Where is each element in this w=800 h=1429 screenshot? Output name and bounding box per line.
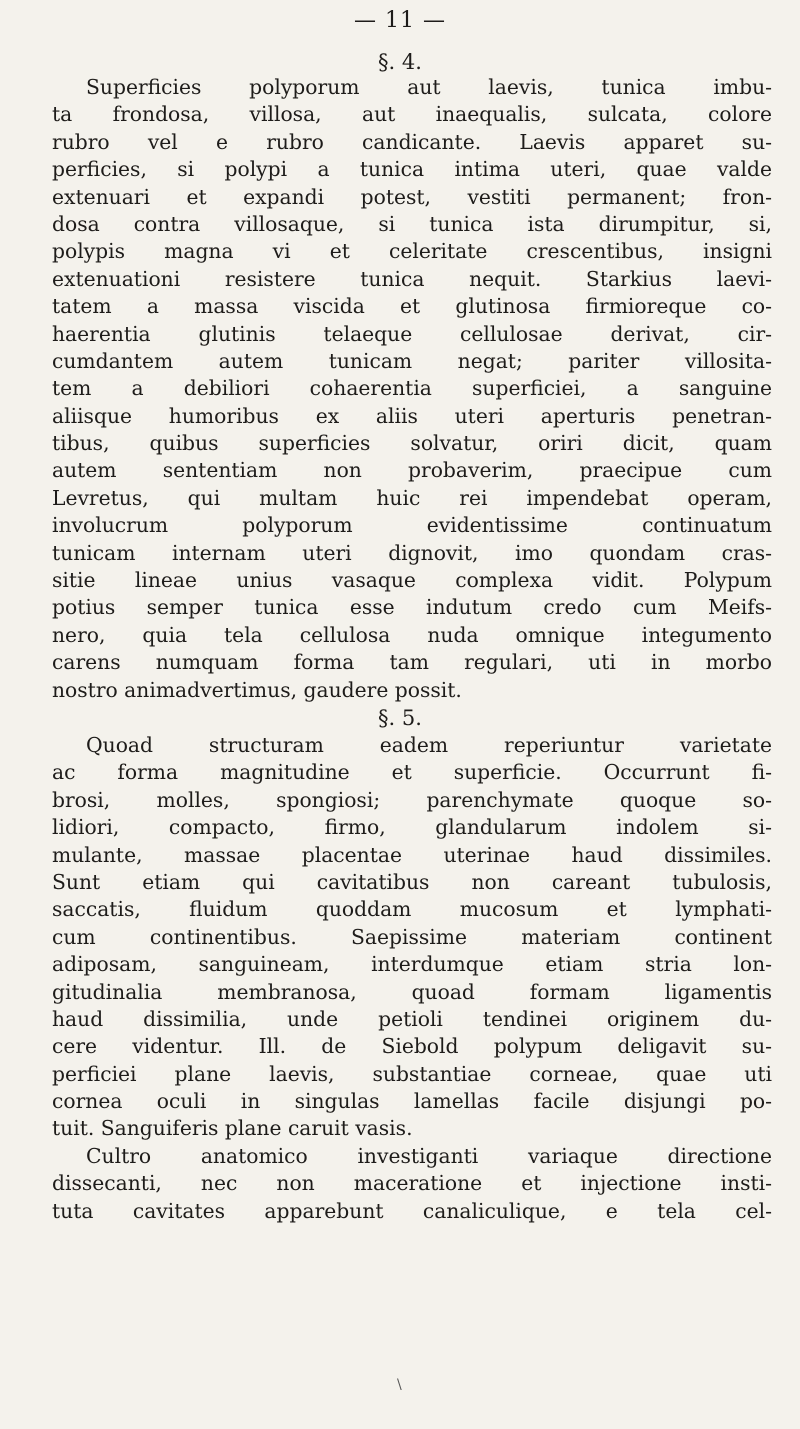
text-line: cere videntur. Ill. de Siebold polypum deligavit su-: [52, 1034, 772, 1059]
text-line: extenuari et expandi potest, vestiti permanent; fron-: [52, 184, 772, 209]
text-line: lidiori, compacto, firmo, glandularum indolem si-: [52, 815, 772, 840]
text-line: ac forma magnitudine et superficie. Occurrunt fi-: [52, 760, 772, 785]
paragraph-section-5: [52, 732, 772, 1225]
text-line: aliisque humoribus ex aliis uteri aperturis penetran-: [52, 403, 772, 428]
text-line: autem sententiam non probaverim, praecipue cum: [52, 458, 772, 483]
page-number: — 11 —: [354, 8, 446, 33]
text-line: cornea oculi in singulas lamellas facile disjungi po-: [52, 1089, 772, 1114]
text-line: polypis magna vi et celeritate crescentibus, insigni: [52, 239, 772, 264]
paragraph-section-4: [52, 74, 772, 704]
text-line: extenuationi resistere tunica nequit. Starkius laevi-: [52, 266, 772, 291]
text-line: perficiei plane laevis, substantiae corneae, quae uti: [52, 1061, 772, 1086]
text-line: cumdantem autem tunicam negat; pariter villosita-: [52, 348, 772, 373]
section-heading-5: §. 5.: [378, 706, 422, 730]
text-line: tibus, quibus superficies solvatur, oriri dicit, quam: [52, 431, 772, 456]
text-line: Levretus, qui multam huic rei impendebat operam,: [52, 485, 772, 510]
text-line: Superficies polyporum aut laevis, tunica imbu-: [86, 75, 772, 99]
text-line: tunicam internam uteri dignovit, imo quondam cras-: [52, 540, 772, 565]
text-line: cum continentibus. Saepissime materiam continent: [52, 924, 772, 949]
text-line: dosa contra villosaque, si tunica ista dirumpitur, si,: [52, 211, 772, 236]
text-line: nero, quia tela cellulosa nuda omnique integumento: [52, 622, 772, 647]
text-line: dissecanti, nec non maceratione et injectione insti-: [52, 1171, 772, 1196]
text-line: Sunt etiam qui cavitatibus non careant tubulosis,: [52, 869, 772, 894]
text-line: haud dissimilia, unde petioli tendinei originem du-: [52, 1006, 772, 1031]
text-line: brosi, molles, spongiosi; parenchymate quoque so-: [52, 787, 772, 812]
text-line: ta frondosa, villosa, aut inaequalis, sulcata, colore: [52, 102, 772, 127]
text-line: haerentia glutinis telaeque cellulosae derivat, cir-: [52, 321, 772, 346]
text-line: mulante, massae placentae uterinae haud dissimiles.: [52, 842, 772, 867]
text-line: nostro animadvertimus, gaudere possit.: [52, 677, 462, 702]
section-heading-4: §. 4.: [378, 50, 422, 74]
text-line: perficies, si polypi a tunica intima uteri, quae valde: [52, 157, 772, 182]
text-line: potius semper tunica esse indutum credo cum Meifs-: [52, 595, 772, 620]
text-line: saccatis, fluidum quoddam mucosum et lymphati-: [52, 897, 772, 922]
text-line: involucrum polyporum evidentissime continuatum: [52, 513, 772, 538]
text-line: Cultro anatomico investiganti variaque directione: [86, 1143, 772, 1168]
text-line: gitudinalia membranosa, quoad formam ligamentis: [52, 979, 772, 1004]
stray-mark: \: [397, 1377, 402, 1393]
text-line: sitie lineae unius vasaque complexa vidit. Polypum: [52, 568, 772, 593]
text-line: tuit. Sanguiferis plane caruit vasis.: [52, 1116, 413, 1141]
text-line: rubro vel e rubro candicante. Laevis apparet su-: [52, 129, 772, 154]
text-line: carens numquam forma tam regulari, uti in morbo: [52, 650, 772, 675]
text-line: Quoad structuram eadem reperiuntur varietate: [86, 733, 772, 757]
text-line: adiposam, sanguineam, interdumque etiam stria lon-: [52, 952, 772, 977]
text-line: tatem a massa viscida et glutinosa firmioreque co-: [52, 294, 772, 319]
text-line: tuta cavitates apparebunt canaliculique, e tela cel-: [52, 1198, 772, 1223]
text-line: tem a debiliori cohaerentia superficiei, a sanguine: [52, 376, 772, 401]
